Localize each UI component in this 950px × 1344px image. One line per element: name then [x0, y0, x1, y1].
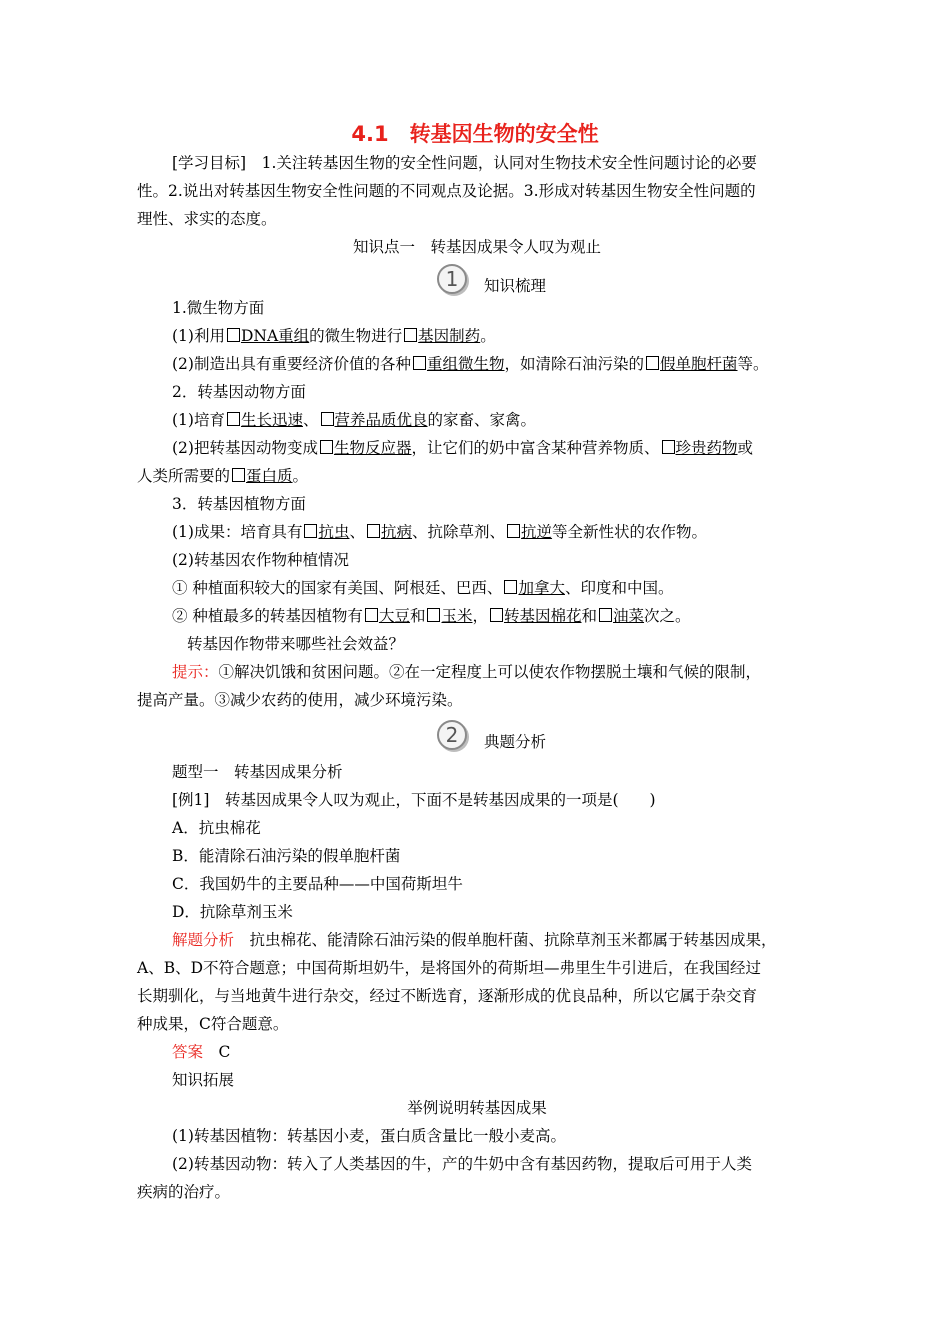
animal-line-1 — [172, 410, 852, 430]
blank-box-icon — [646, 356, 659, 370]
fill-answer: 油菜 — [613, 607, 645, 625]
text: 的微生物进行 — [309, 327, 403, 345]
page-title: 4.1 转基因生物的安全性 — [351, 122, 599, 146]
fill-answer: 抗病 — [381, 523, 413, 541]
blank-box-icon — [504, 580, 517, 594]
analysis-line-1 — [172, 930, 852, 950]
text: 等全新性状的农作物。 — [552, 523, 708, 541]
blank-box-icon — [490, 608, 503, 622]
fill-answer: 珍贵药物 — [675, 439, 738, 457]
badge-knowledge — [137, 262, 817, 298]
analysis-line-2: A、B、D不符合题意；中国荷斯坦奶牛，是将国外的荷斯坦—弗里生牛引进后，在我国经过 — [137, 959, 762, 977]
blank-box-icon — [227, 328, 240, 342]
blank-box-icon — [662, 440, 675, 454]
answer-label: 答案 — [172, 1043, 204, 1061]
text: ② 种植最多的转基因植物有 — [172, 607, 363, 625]
blank-box-icon — [507, 524, 520, 538]
objectives-line-1: [学习目标] 1.关注转基因生物的安全性问题，认同对生物技术安全性问题讨论的必要 — [172, 154, 757, 172]
text: 、印度和中国。 — [564, 579, 674, 597]
question: 转基因作物带来哪些社会效益？ — [187, 635, 405, 653]
badge-analysis — [137, 718, 817, 754]
analysis-line-4: 种成果，C符合题意。 — [137, 1015, 289, 1033]
blank-box-icon — [321, 412, 334, 426]
objectives-line-2: 性。2.说出对转基因生物安全性问题的不同观点及论据。3.形成对转基因生物安全性问题的 — [137, 182, 756, 200]
fill-answer: 抗虫 — [318, 523, 350, 541]
answer-line — [172, 1042, 852, 1062]
text: 次之。 — [644, 607, 691, 625]
fill-answer: 重组微生物 — [426, 355, 505, 373]
question-type: 题型一 转基因成果分析 — [172, 763, 343, 781]
blank-box-icon — [304, 524, 317, 538]
text: 、抗除草剂、 — [412, 523, 506, 541]
fill-answer: 生物反应器 — [333, 439, 412, 457]
text: (1)培育 — [172, 411, 225, 429]
text: 或 — [737, 439, 754, 457]
plant-heading: 3．转基因植物方面 — [172, 495, 306, 513]
text: 和 — [581, 607, 598, 625]
text: ，让它们的奶中富含某种营养物质、 — [411, 439, 660, 457]
fill-answer: 抗逆 — [521, 523, 553, 541]
example-stem: [例1] 转基因成果令人叹为观止，下面不是转基因成果的一项是( ) — [172, 791, 656, 809]
analysis-label: 解题分析 — [172, 931, 235, 949]
text: 人类所需要的 — [137, 467, 231, 485]
hint-line-1 — [172, 662, 852, 682]
text: 的家畜、家禽。 — [427, 411, 537, 429]
micro-line-2 — [172, 354, 852, 374]
text: ① 种植面积较大的国家有美国、阿根廷、巴西、 — [172, 579, 503, 597]
text: 、 — [302, 411, 319, 429]
text: ， — [472, 607, 488, 625]
plant-line-3 — [172, 578, 852, 598]
circled-number-icon: 1 — [437, 264, 467, 294]
animal-line-2 — [172, 438, 852, 458]
animal-line-3 — [137, 466, 817, 486]
circled-number-icon: 2 — [437, 720, 467, 750]
blank-box-icon — [413, 356, 426, 370]
objectives-line-3: 理性、求实的态度。 — [137, 210, 277, 228]
hint-text: ①解决饥饿和贫困问题。②在一定程度上可以使农作物摆脱土壤和气候的限制， — [218, 663, 762, 681]
text: (1)利用 — [172, 327, 225, 345]
text: (2)把转基因动物变成 — [172, 439, 318, 457]
text: 等。 — [737, 355, 769, 373]
analysis-text: 抗虫棉花、能清除石油污染的假单胞杆菌、抗除草剂玉米都属于转基因成果， — [234, 931, 777, 949]
animal-heading: 2．转基因动物方面 — [172, 383, 306, 401]
badge-label: 知识梳理 — [484, 277, 547, 295]
text: 。 — [292, 467, 309, 485]
plant-line-4 — [172, 606, 852, 626]
extension-subtitle: 举例说明转基因成果 — [407, 1099, 547, 1117]
fill-answer: 转基因棉花 — [504, 607, 582, 625]
option-d: D．抗除草剂玉米 — [172, 903, 293, 921]
fill-answer: 玉米 — [441, 607, 473, 625]
blank-box-icon — [320, 440, 333, 454]
fill-answer: 蛋白质 — [246, 467, 293, 485]
fill-answer: 生长迅速 — [240, 411, 303, 429]
text: (1)成果：培育具有 — [172, 523, 303, 541]
answer-value: C — [218, 1043, 231, 1061]
section-heading: 知识点一 转基因成果令人叹为观止 — [352, 238, 601, 256]
analysis-line-3: 长期驯化，与当地黄牛进行杂交，经过不断选育，逐渐形成的优良品种，所以它属于杂交育 — [137, 987, 758, 1005]
blank-box-icon — [404, 328, 417, 342]
text: (2)制造出具有重要经济价值的各种 — [172, 355, 411, 373]
blank-box-icon — [599, 608, 612, 622]
fill-answer: 加拿大 — [518, 579, 565, 597]
plant-line-2: (2)转基因农作物种植情况 — [172, 551, 349, 569]
fill-answer: 大豆 — [378, 607, 410, 625]
extension-line-1: (1)转基因植物：转基因小麦，蛋白质含量比一般小麦高。 — [172, 1127, 566, 1145]
badge-label: 典题分析 — [484, 733, 547, 751]
extension-line-2: (2)转基因动物：转入了人类基因的牛，产的牛奶中含有基因药物，提取后可用于人类 — [172, 1155, 752, 1173]
hint-label: 提示： — [172, 663, 219, 681]
text: 。 — [480, 327, 496, 345]
blank-box-icon — [232, 468, 245, 482]
extension-line-3: 疾病的治疗。 — [137, 1183, 231, 1201]
fill-answer: 营养品质优良 — [334, 411, 428, 429]
extension-heading: 知识拓展 — [172, 1071, 235, 1089]
blank-box-icon — [365, 608, 378, 622]
option-b: B．能清除石油污染的假单胞杆菌 — [172, 847, 401, 865]
text: 、 — [349, 523, 365, 541]
text: 和 — [409, 607, 426, 625]
blank-box-icon — [427, 608, 440, 622]
fill-answer: 基因制药 — [418, 327, 481, 345]
fill-answer: 假单胞杆菌 — [660, 355, 738, 373]
option-c: C．我国奶牛的主要品种——中国荷斯坦牛 — [172, 875, 463, 893]
micro-heading: 1.微生物方面 — [172, 299, 265, 317]
micro-line-1 — [172, 326, 852, 346]
blank-box-icon — [227, 412, 240, 426]
plant-line-1 — [172, 522, 852, 542]
blank-box-icon — [367, 524, 380, 538]
option-a: A．抗虫棉花 — [172, 819, 261, 837]
fill-answer: DNA重组 — [240, 327, 310, 345]
hint-line-2: 提高产量。③减少农药的使用，减少环境污染。 — [137, 691, 463, 709]
text: ，如清除石油污染的 — [504, 355, 644, 373]
